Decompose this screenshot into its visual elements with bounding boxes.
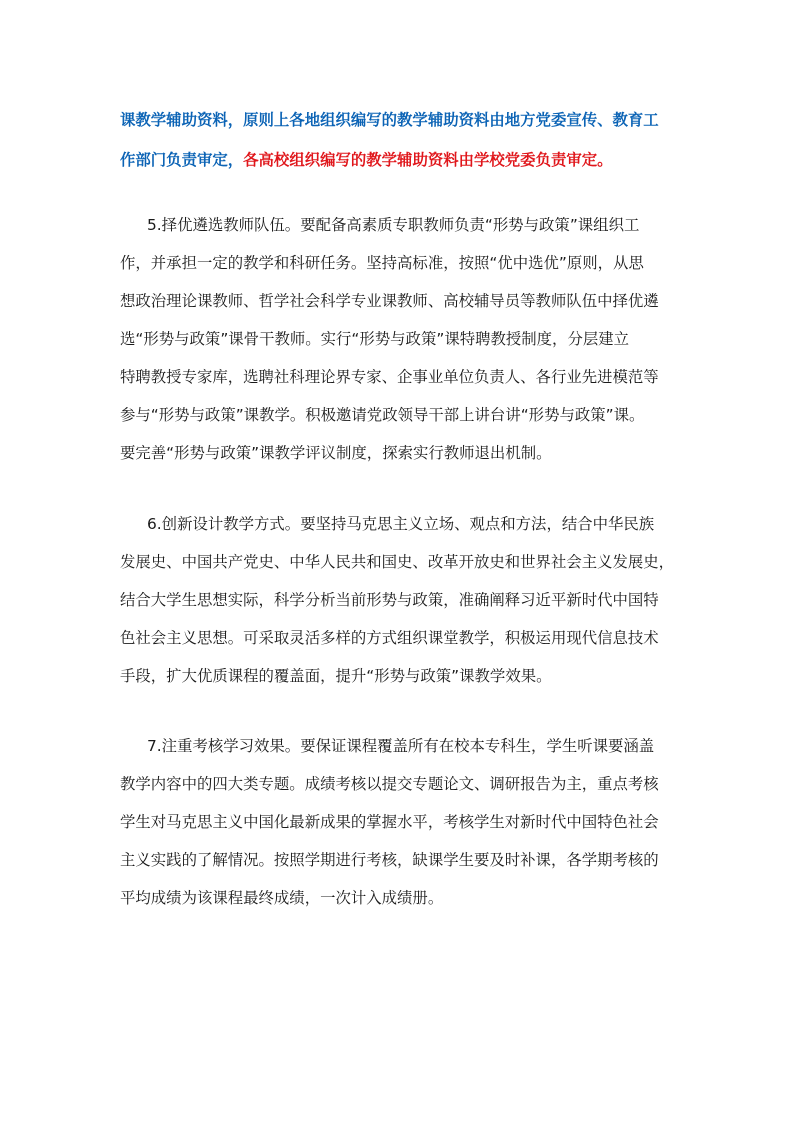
section-6-line-3: 结合大学生思想实际，科学分析当前形势与政策，准确阐释习近平新时代中国特 bbox=[120, 591, 659, 609]
section-6-line-2: 发展史、中国共产党史、中华人民共和国史、改革开放史和世界社会主义发展史， bbox=[120, 553, 675, 571]
section-7-line-5: 平均成绩为该课程最终成绩，一次计入成绩册。 bbox=[120, 889, 444, 907]
section-5-line-1: 5.择优遴选教师队伍。要配备高素质专职教师负责“形势与政策”课组织工 bbox=[147, 216, 640, 234]
section-5-line-5: 特聘教授专家库，选聘社科理论界专家、企事业单位负责人、各行业先进模范等 bbox=[120, 368, 659, 386]
section-7-line-3: 学生对马克思主义中国化最新成果的掌握水平，考核学生对新时代中国特色社会 bbox=[120, 813, 659, 831]
intro-line-2 bbox=[120, 150, 680, 170]
intro-line-2-blue: 作部门负责审定， bbox=[120, 151, 244, 169]
intro-line-2-red: 各高校组织编写的教学辅助资料由学校党委负责审定。 bbox=[243, 151, 613, 169]
section-7-line-4: 主义实践的了解情况。按照学期进行考核，缺课学生要及时补课，各学期考核的 bbox=[120, 851, 659, 869]
section-5-line-4: 选“形势与政策”课骨干教师。实行“形势与政策”课特聘教授制度，分层建立 bbox=[120, 330, 630, 348]
intro-line-1: 课教学辅助资料，原则上各地组织编写的教学辅助资料由地方党委宣传、教育工 bbox=[120, 111, 659, 129]
section-7-line-2: 教学内容中的四大类专题。成绩考核以提交专题论文、调研报告为主，重点考核 bbox=[120, 775, 659, 793]
section-5-line-3: 想政治理论课教师、哲学社会科学专业课教师、高校辅导员等教师队伍中择优遴 bbox=[120, 292, 659, 310]
section-6-line-4: 色社会主义思想。可采取灵活多样的方式组织课堂教学，积极运用现代信息技术 bbox=[120, 629, 659, 647]
section-5-line-6: 参与“形势与政策”课教学。积极邀请党政领导干部上讲台讲“形势与政策”课。 bbox=[120, 406, 645, 424]
section-6-line-1: 6.创新设计教学方式。要坚持马克思主义立场、观点和方法，结合中华民族 bbox=[147, 515, 655, 533]
section-7-line-1: 7.注重考核学习效果。要保证课程覆盖所有在校本专科生，学生听课要涵盖 bbox=[147, 737, 655, 755]
section-5-line-2: 作，并承担一定的教学和科研任务。坚持高标准，按照“优中选优”原则，从思 bbox=[120, 254, 644, 272]
section-6-line-5: 手段，扩大优质课程的覆盖面，提升“形势与政策”课教学效果。 bbox=[120, 667, 552, 685]
section-5-line-7: 要完善“形势与政策”课教学评议制度，探索实行教师退出机制。 bbox=[120, 444, 552, 462]
